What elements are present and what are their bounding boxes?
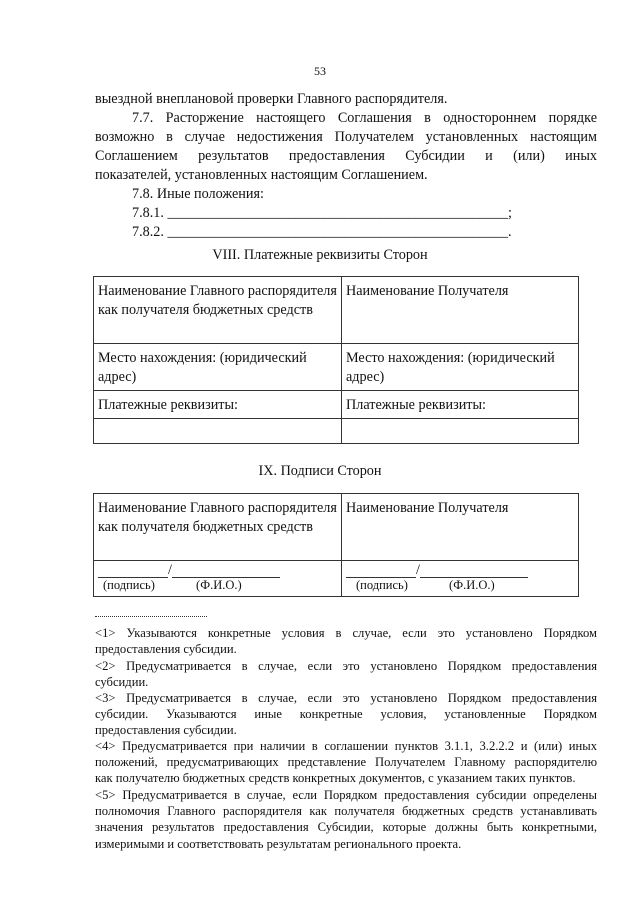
table-cell — [342, 419, 579, 444]
table-row — [94, 344, 579, 391]
clause-7-7-line: показателей, установленных настоящим Соглашением. — [95, 167, 428, 183]
table-row — [94, 277, 579, 344]
signature-slash: / — [416, 562, 420, 578]
body-text-line: выездной внеплановой проверки Главного распорядителя. — [95, 91, 448, 107]
fio-label: (Ф.И.О.) — [449, 578, 495, 592]
footnote-1: <1> Указываются конкретные условия в случае, если это установлено Порядком предоставления субсидии. — [95, 626, 597, 657]
table-row — [94, 391, 579, 419]
table-cell: Наименование Получателя — [342, 277, 579, 344]
table-cell: Наименование Главного распорядителя как получателя бюджетных средств — [94, 494, 342, 561]
clause-7-8-2: 7.8.2. ________________________________________________. — [132, 224, 512, 240]
table-row — [94, 561, 579, 597]
table-cell: Наименование Получателя — [342, 494, 579, 561]
page-number: 53 — [314, 64, 326, 78]
payment-details-table — [93, 276, 579, 444]
signatures-table — [93, 493, 579, 597]
footnote-4: <4> Предусматривается при наличии в соглашении пунктов 3.1.1, 3.2.2.2 и (или) иных положений, предусматривающих представление Получателем Главному распорядителю как получателю бюджетных средств конкретных документов, с указанием таких пунктов. — [95, 739, 597, 786]
signature-cell — [342, 561, 579, 597]
signature-slash: / — [168, 562, 172, 578]
section-8-title: VIII. Платежные реквизиты Сторон — [212, 247, 428, 263]
signature-label: (подпись) — [356, 578, 408, 592]
clause-7-8-1: 7.8.1. ________________________________________________; — [132, 205, 512, 221]
clause-7-7-line: 7.7. Расторжение настоящего Соглашения в одностороннем порядке — [132, 110, 597, 126]
footnote-5: <5> Предусматривается в случае, если Порядком предоставления субсидии определены полномочия Главного распорядителя как получателя бюджетных средств устанавливать значения результатов предоставления Субсидии, которые должны быть конкретными, измеримыми и соответствовать результатам регионального проекта. — [95, 788, 597, 851]
footnote-separator — [95, 616, 207, 617]
table-cell: Место нахождения: (юридический адрес) — [342, 344, 579, 391]
footnote-3: <3> Предусматривается в случае, если это установлено Порядком предоставления субсидии. Указываются иные конкретные условия, установленные Порядком предоставления субсидии. — [95, 691, 597, 738]
table-cell: Платежные реквизиты: — [342, 391, 579, 419]
fio-label: (Ф.И.О.) — [196, 578, 242, 592]
table-cell: Место нахождения: (юридический адрес) — [94, 344, 342, 391]
signature-label: (подпись) — [103, 578, 155, 592]
clause-7-8: 7.8. Иные положения: — [132, 186, 264, 202]
table-row — [94, 494, 579, 561]
table-cell: Наименование Главного распорядителя как получателя бюджетных средств — [94, 277, 342, 344]
signature-cell — [94, 561, 342, 597]
clause-7-7-line: Соглашением результатов предоставления Субсидии и (или) иных — [95, 148, 597, 164]
footnote-2: <2> Предусматривается в случае, если это установлено Порядком предоставления субсидии. — [95, 659, 597, 690]
table-row — [94, 419, 579, 444]
section-9-title: IX. Подписи Сторон — [258, 463, 382, 479]
clause-7-7-line: возможно в случае недостижения Получателем установленных настоящим — [95, 129, 597, 145]
table-cell: Платежные реквизиты: — [94, 391, 342, 419]
table-cell — [94, 419, 342, 444]
